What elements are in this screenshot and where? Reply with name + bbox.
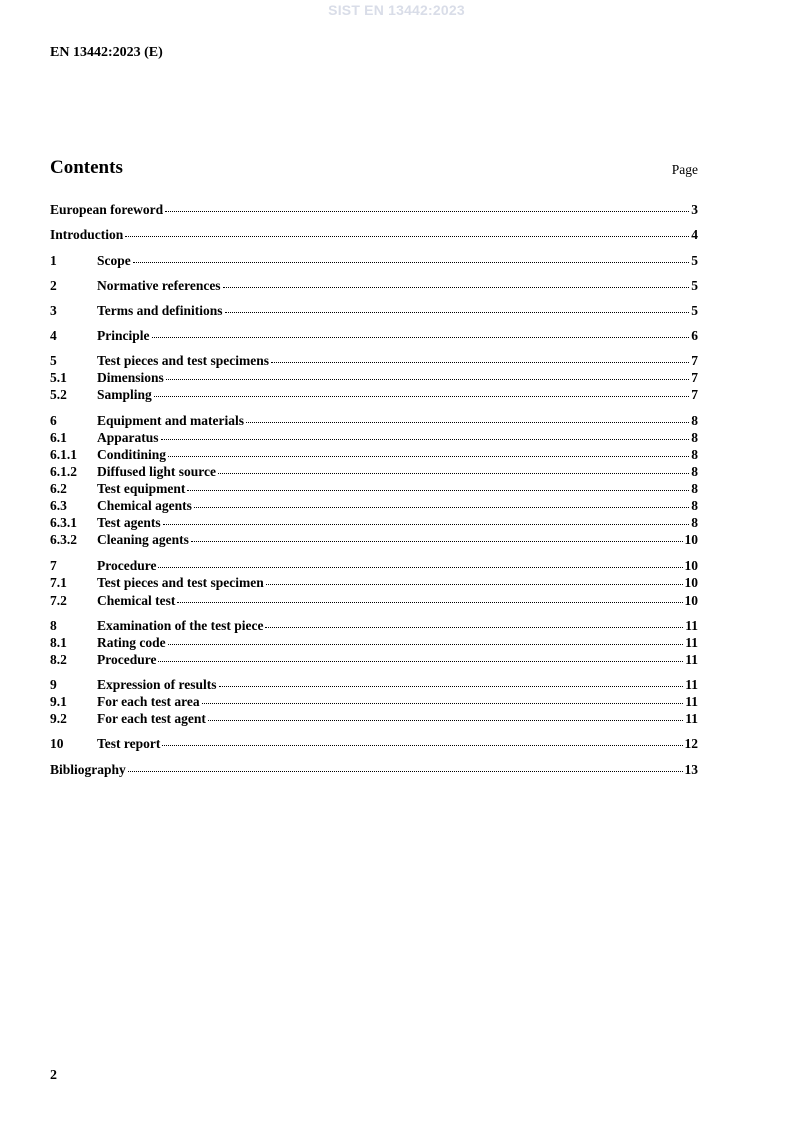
toc-entry-number: 7.2 — [50, 593, 67, 608]
toc-entry-title: Bibliography — [50, 762, 126, 777]
toc-entry-page: 12 — [684, 736, 698, 751]
toc-entry-number: 8.2 — [50, 652, 67, 667]
toc-entry-page: 10 — [684, 558, 698, 573]
toc-leader-dots — [187, 478, 689, 491]
toc-entry-number: 9 — [50, 677, 57, 692]
toc-entry-page: 3 — [691, 202, 698, 217]
toc-entry-page: 8 — [691, 413, 698, 428]
toc-entry-title: Sampling — [97, 387, 152, 402]
toc-entry-page: 4 — [691, 227, 698, 242]
toc-leader-dots — [125, 224, 689, 237]
toc-entry-page: 11 — [685, 635, 698, 650]
toc-entry-number: 6.2 — [50, 481, 67, 496]
toc-leader-dots — [162, 733, 682, 746]
toc-entry-number: 5.1 — [50, 370, 67, 385]
toc-entry-page: 8 — [691, 464, 698, 479]
toc-entry-title: For each test agent — [97, 711, 206, 726]
toc-entry-page: 5 — [691, 303, 698, 318]
toc-entry-bibliography[interactable] — [50, 761, 698, 778]
toc-entry-number: 8.1 — [50, 635, 67, 650]
toc-leader-dots — [161, 427, 690, 440]
toc-leader-dots — [223, 275, 690, 288]
toc-entry-number: 6.3.2 — [50, 532, 77, 547]
toc-entry-number: 4 — [50, 328, 57, 343]
toc-entry-title: Diffused light source — [97, 464, 217, 479]
toc-leader-dots — [168, 632, 684, 645]
toc-entry-procedure-8-2[interactable] — [50, 651, 698, 668]
toc-leader-dots — [202, 691, 684, 704]
toc-entry-number: 2 — [50, 278, 57, 293]
toc-entry-page: 10 — [684, 532, 698, 547]
toc-entry-title: Scope — [97, 253, 131, 268]
toc-entry-title: Test agents — [97, 515, 161, 530]
toc-entry-title: Test pieces and test specimen — [97, 575, 264, 590]
toc-entry-title: Dimensions — [97, 370, 164, 385]
toc-entry-title: Equipment and materials — [97, 413, 245, 428]
toc-leader-dots — [168, 444, 689, 457]
page-column-label: Page — [671, 162, 698, 177]
toc-leader-dots — [158, 555, 682, 568]
toc-entry-terms-and-definitions[interactable] — [50, 302, 698, 319]
toc-entry-page: 8 — [691, 498, 698, 513]
toc-entry-page: 6 — [691, 328, 698, 343]
toc-entry-page: 7 — [691, 370, 698, 385]
toc-entry-title: For each test area — [97, 694, 200, 709]
toc-entry-title: Chemical test — [97, 593, 176, 608]
toc-leader-dots — [265, 615, 683, 628]
toc-entry-number: 1 — [50, 253, 57, 268]
document-header: EN 13442:2023 (E) — [50, 45, 163, 60]
toc-entry-number: 6.1.2 — [50, 464, 77, 479]
toc-leader-dots — [225, 300, 690, 313]
toc-entry-number: 5.2 — [50, 387, 67, 402]
toc-entry-page: 8 — [691, 515, 698, 530]
toc-entry-page: 8 — [691, 430, 698, 445]
toc-entry-title: Rating code — [97, 635, 166, 650]
toc-entry-normative-references[interactable] — [50, 277, 698, 294]
toc-entry-cleaning-agents[interactable] — [50, 531, 698, 548]
contents-title: Contents — [50, 157, 123, 178]
toc-entry-page: 11 — [685, 652, 698, 667]
toc-entry-title: Expression of results — [97, 677, 217, 692]
toc-leader-dots — [177, 590, 682, 603]
toc-entry-european-foreword[interactable] — [50, 201, 698, 218]
toc-entry-title: Introduction — [50, 227, 124, 242]
toc-entry-principle[interactable] — [50, 327, 698, 344]
watermark: SIST EN 13442:2023 — [328, 2, 465, 18]
toc-entry-page: 10 — [684, 575, 698, 590]
toc-entry-page: 5 — [691, 253, 698, 268]
toc-entry-page: 7 — [691, 387, 698, 402]
toc-entry-page: 11 — [685, 711, 698, 726]
toc-leader-dots — [165, 199, 689, 212]
toc-leader-dots — [152, 325, 690, 338]
toc-leader-dots — [218, 461, 689, 474]
toc-entry-number: 6.1 — [50, 430, 67, 445]
toc-entry-number: 9.2 — [50, 711, 67, 726]
toc-entry-page: 5 — [691, 278, 698, 293]
toc-entry-page: 11 — [685, 677, 698, 692]
toc-entry-title: Test pieces and test specimens — [97, 353, 269, 368]
toc-leader-dots — [271, 350, 689, 363]
toc-leader-dots — [158, 649, 683, 662]
toc-entry-introduction[interactable] — [50, 226, 698, 243]
toc-entry-number: 9.1 — [50, 694, 67, 709]
toc-entry-page: 10 — [684, 593, 698, 608]
toc-entry-page: 8 — [691, 481, 698, 496]
toc-entry-title: Conditining — [97, 447, 167, 462]
toc-entry-title: Principle — [97, 328, 150, 343]
toc-entry-title: European foreword — [50, 202, 164, 217]
toc-leader-dots — [163, 512, 690, 525]
toc-leader-dots — [219, 674, 684, 687]
toc-entry-number: 6.3 — [50, 498, 67, 513]
toc-leader-dots — [128, 759, 683, 772]
toc-leader-dots — [133, 250, 690, 263]
toc-entry-scope[interactable] — [50, 252, 698, 269]
toc-entry-number: 7 — [50, 558, 57, 573]
toc-entry-title: Apparatus — [97, 430, 159, 445]
toc-leader-dots — [154, 384, 689, 397]
toc-entry-chemical-test[interactable] — [50, 592, 698, 609]
toc-entry-number: 10 — [50, 736, 64, 751]
toc-entry-number: 6 — [50, 413, 57, 428]
toc-entry-number: 6.3.1 — [50, 515, 77, 530]
toc-entry-number: 8 — [50, 618, 57, 633]
toc-entry-number: 5 — [50, 353, 57, 368]
toc-leader-dots — [266, 572, 683, 585]
toc-leader-dots — [166, 367, 689, 380]
toc-entry-title: Normative references — [97, 278, 221, 293]
toc-entry-title: Terms and definitions — [97, 303, 223, 318]
toc-entry-number: 6.1.1 — [50, 447, 77, 462]
toc-entry-title: Procedure — [97, 652, 157, 667]
toc-entry-test-report[interactable] — [50, 735, 698, 752]
toc-entry-title: Test report — [97, 736, 161, 751]
toc-leader-dots — [191, 529, 683, 542]
toc-leader-dots — [194, 495, 689, 508]
toc-entry-page: 11 — [685, 694, 698, 709]
toc-entry-number: 7.1 — [50, 575, 67, 590]
toc-entry-title: Chemical agents — [97, 498, 192, 513]
toc-leader-dots — [208, 708, 683, 721]
toc-entry-title: Test equipment — [97, 481, 186, 496]
toc-entry-number: 3 — [50, 303, 57, 318]
toc-entry-title: Examination of the test piece — [97, 618, 264, 633]
toc-entry-for-each-test-agent[interactable] — [50, 710, 698, 727]
toc-leader-dots — [246, 410, 689, 423]
toc-entry-page: 11 — [685, 618, 698, 633]
toc-entry-page: 7 — [691, 353, 698, 368]
toc-entry-sampling[interactable] — [50, 386, 698, 403]
toc-entry-title: Procedure — [97, 558, 157, 573]
page-number: 2 — [50, 1068, 57, 1083]
toc-entry-page: 13 — [684, 762, 698, 777]
toc-entry-page: 8 — [691, 447, 698, 462]
toc-entry-title: Cleaning agents — [97, 532, 189, 547]
toc-entry-test-pieces-and-specimen[interactable] — [50, 574, 698, 591]
